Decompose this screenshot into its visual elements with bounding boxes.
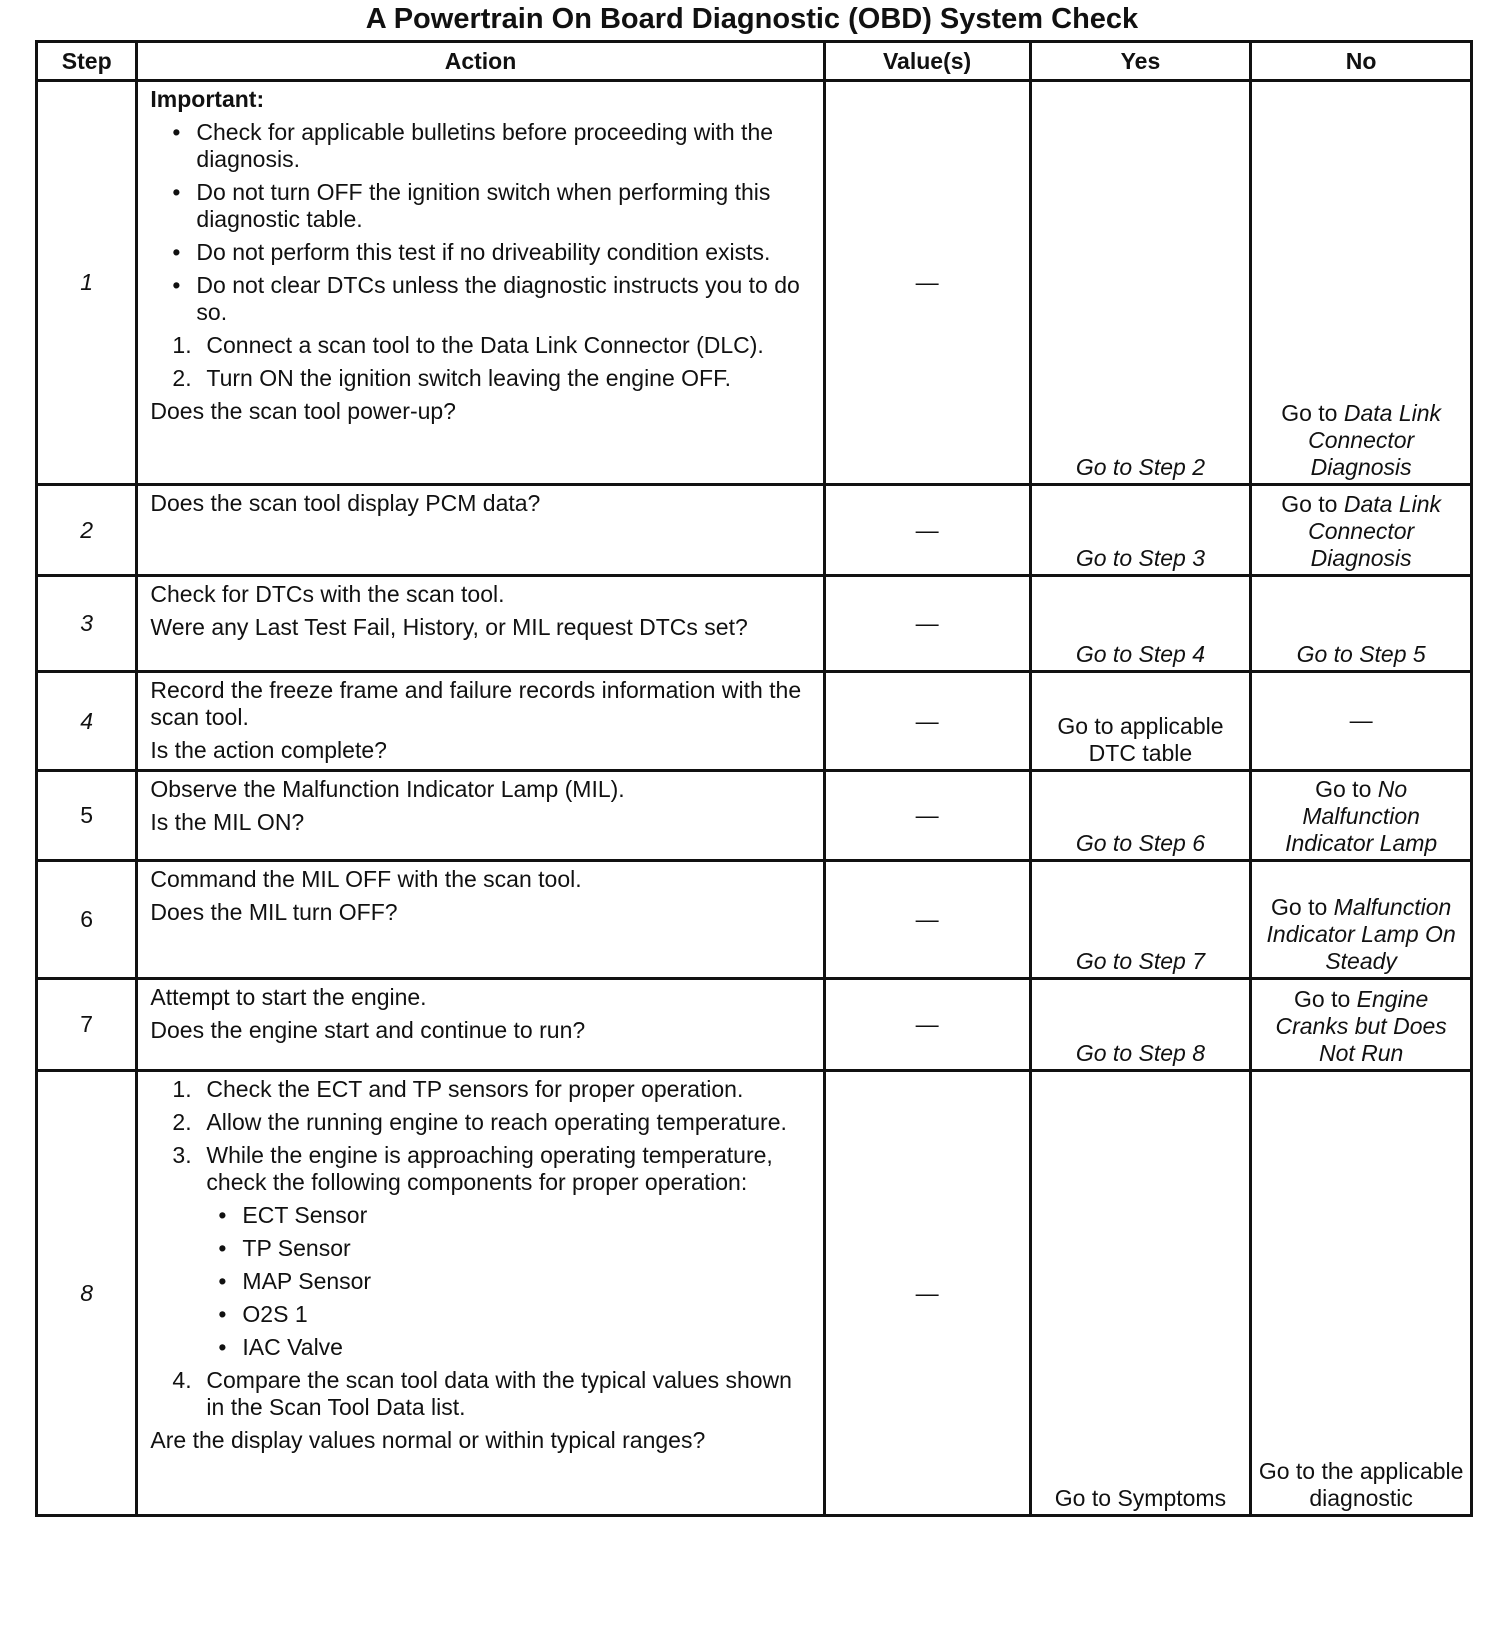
- yes-cell: Go to Step 7: [1030, 861, 1251, 979]
- instruction-text: Attempt to start the engine.: [150, 984, 427, 1010]
- action-cell: [137, 771, 824, 861]
- yes-cell: Go to Step 6: [1030, 771, 1251, 861]
- list-item: • Check for applicable bulletins before proceeding with the diagnosis.: [172, 119, 774, 172]
- action-cell: [137, 672, 824, 771]
- header-no: No: [1251, 42, 1472, 81]
- yes-cell: Go to Step 4: [1030, 576, 1251, 672]
- list-item: 2. Turn ON the ignition switch leaving the engine OFF.: [172, 365, 731, 391]
- step-number: 1: [37, 81, 137, 485]
- header-step: Step: [37, 42, 137, 81]
- yes-cell: Go to Step 2: [1030, 81, 1251, 485]
- instruction-text: Check for DTCs with the scan tool.: [150, 581, 505, 607]
- step-number: 8: [37, 1071, 137, 1516]
- value-cell: —: [824, 861, 1030, 979]
- list-item: • Do not turn OFF the ignition switch when performing this diagnostic table.: [172, 179, 771, 232]
- table-row: [37, 576, 1472, 672]
- table-row: [37, 485, 1472, 576]
- step-number: 6: [37, 861, 137, 979]
- action-cell: [137, 979, 824, 1071]
- list-item: • Do not perform this test if no driveability condition exists.: [172, 239, 771, 265]
- question-text: Is the action complete?: [150, 737, 387, 763]
- page-title: A Powertrain On Board Diagnostic (OBD) System Check: [365, 3, 1139, 35]
- yes-cell: Go to applicable DTC table: [1030, 672, 1251, 771]
- value-cell: —: [824, 1071, 1030, 1516]
- step-number: 3: [37, 576, 137, 672]
- action-cell: [137, 576, 824, 672]
- no-cell: Go to Step 5: [1251, 576, 1472, 672]
- yes-cell: Go to Symptoms: [1030, 1071, 1251, 1516]
- action-cell: [137, 81, 824, 485]
- step-number: 4: [37, 672, 137, 771]
- table-row: [37, 861, 1472, 979]
- value-cell: —: [824, 485, 1030, 576]
- step-number: 5: [37, 771, 137, 861]
- list-item: • Do not clear DTCs unless the diagnostic instructs you to do so.: [172, 272, 800, 325]
- list-item: 1. Connect a scan tool to the Data Link Connector (DLC).: [172, 332, 764, 358]
- action-cell: [137, 861, 824, 979]
- instruction-text: Observe the Malfunction Indicator Lamp (MIL).: [150, 776, 625, 802]
- table-row: [37, 672, 1472, 771]
- header-yes: Yes: [1030, 42, 1251, 81]
- no-cell: Go to No Malfunction Indicator Lamp: [1251, 771, 1472, 861]
- list-item: 1. Check the ECT and TP sensors for proper operation.: [172, 1076, 744, 1102]
- yes-cell: Go to Step 3: [1030, 485, 1251, 576]
- yes-cell: Go to Step 8: [1030, 979, 1251, 1071]
- component-item: • MAP Sensor: [218, 1268, 372, 1294]
- component-item: • ECT Sensor: [218, 1202, 368, 1228]
- instruction-text: Command the MIL OFF with the scan tool.: [150, 866, 582, 892]
- question-text: Does the scan tool power-up?: [150, 398, 456, 424]
- value-cell: —: [824, 576, 1030, 672]
- table-row: [37, 81, 1472, 485]
- list-item: 4. Compare the scan tool data with the typical values shown in the Scan Tool Data list.: [172, 1367, 792, 1420]
- no-cell: Go to Engine Cranks but Does Not Run: [1251, 979, 1472, 1071]
- table-row: [37, 979, 1472, 1071]
- header-action: Action: [137, 42, 824, 81]
- question-text: Were any Last Test Fail, History, or MIL request DTCs set?: [150, 614, 748, 640]
- step-number: 2: [37, 485, 137, 576]
- value-cell: —: [824, 979, 1030, 1071]
- question-text: Does the scan tool display PCM data?: [150, 490, 541, 516]
- table-row: [37, 1071, 1472, 1516]
- no-cell: Go to Data Link Connector Diagnosis: [1251, 81, 1472, 485]
- instruction-text: Record the freeze frame and failure records information with the scan tool.: [150, 677, 802, 730]
- no-cell: Go to the applicable diagnostic: [1251, 1071, 1472, 1516]
- table-row: [37, 771, 1472, 861]
- component-item: • TP Sensor: [218, 1235, 351, 1261]
- no-cell: Go to Malfunction Indicator Lamp On Steady: [1251, 861, 1472, 979]
- question-text: Does the engine start and continue to run?: [150, 1017, 586, 1043]
- diagnostic-table: [35, 40, 1473, 1517]
- header-values: Value(s): [824, 42, 1030, 81]
- question-text: Does the MIL turn OFF?: [150, 899, 398, 925]
- list-item: 2. Allow the running engine to reach operating temperature.: [172, 1109, 787, 1135]
- no-cell: Go to Data Link Connector Diagnosis: [1251, 485, 1472, 576]
- action-cell: [137, 1071, 824, 1516]
- action-cell: [137, 485, 824, 576]
- important-label: Important:: [150, 86, 265, 112]
- value-cell: —: [824, 672, 1030, 771]
- header-row: [37, 42, 1472, 81]
- no-cell: —: [1251, 672, 1472, 771]
- component-item: • O2S 1: [218, 1301, 308, 1327]
- list-item: 3. While the engine is approaching operating temperature, check the following components for proper operation:: [172, 1142, 773, 1195]
- question-text: Are the display values normal or within typical ranges?: [150, 1427, 706, 1453]
- value-cell: —: [824, 81, 1030, 485]
- value-cell: —: [824, 771, 1030, 861]
- component-item: • IAC Valve: [218, 1334, 343, 1360]
- step-number: 7: [37, 979, 137, 1071]
- question-text: Is the MIL ON?: [150, 809, 305, 835]
